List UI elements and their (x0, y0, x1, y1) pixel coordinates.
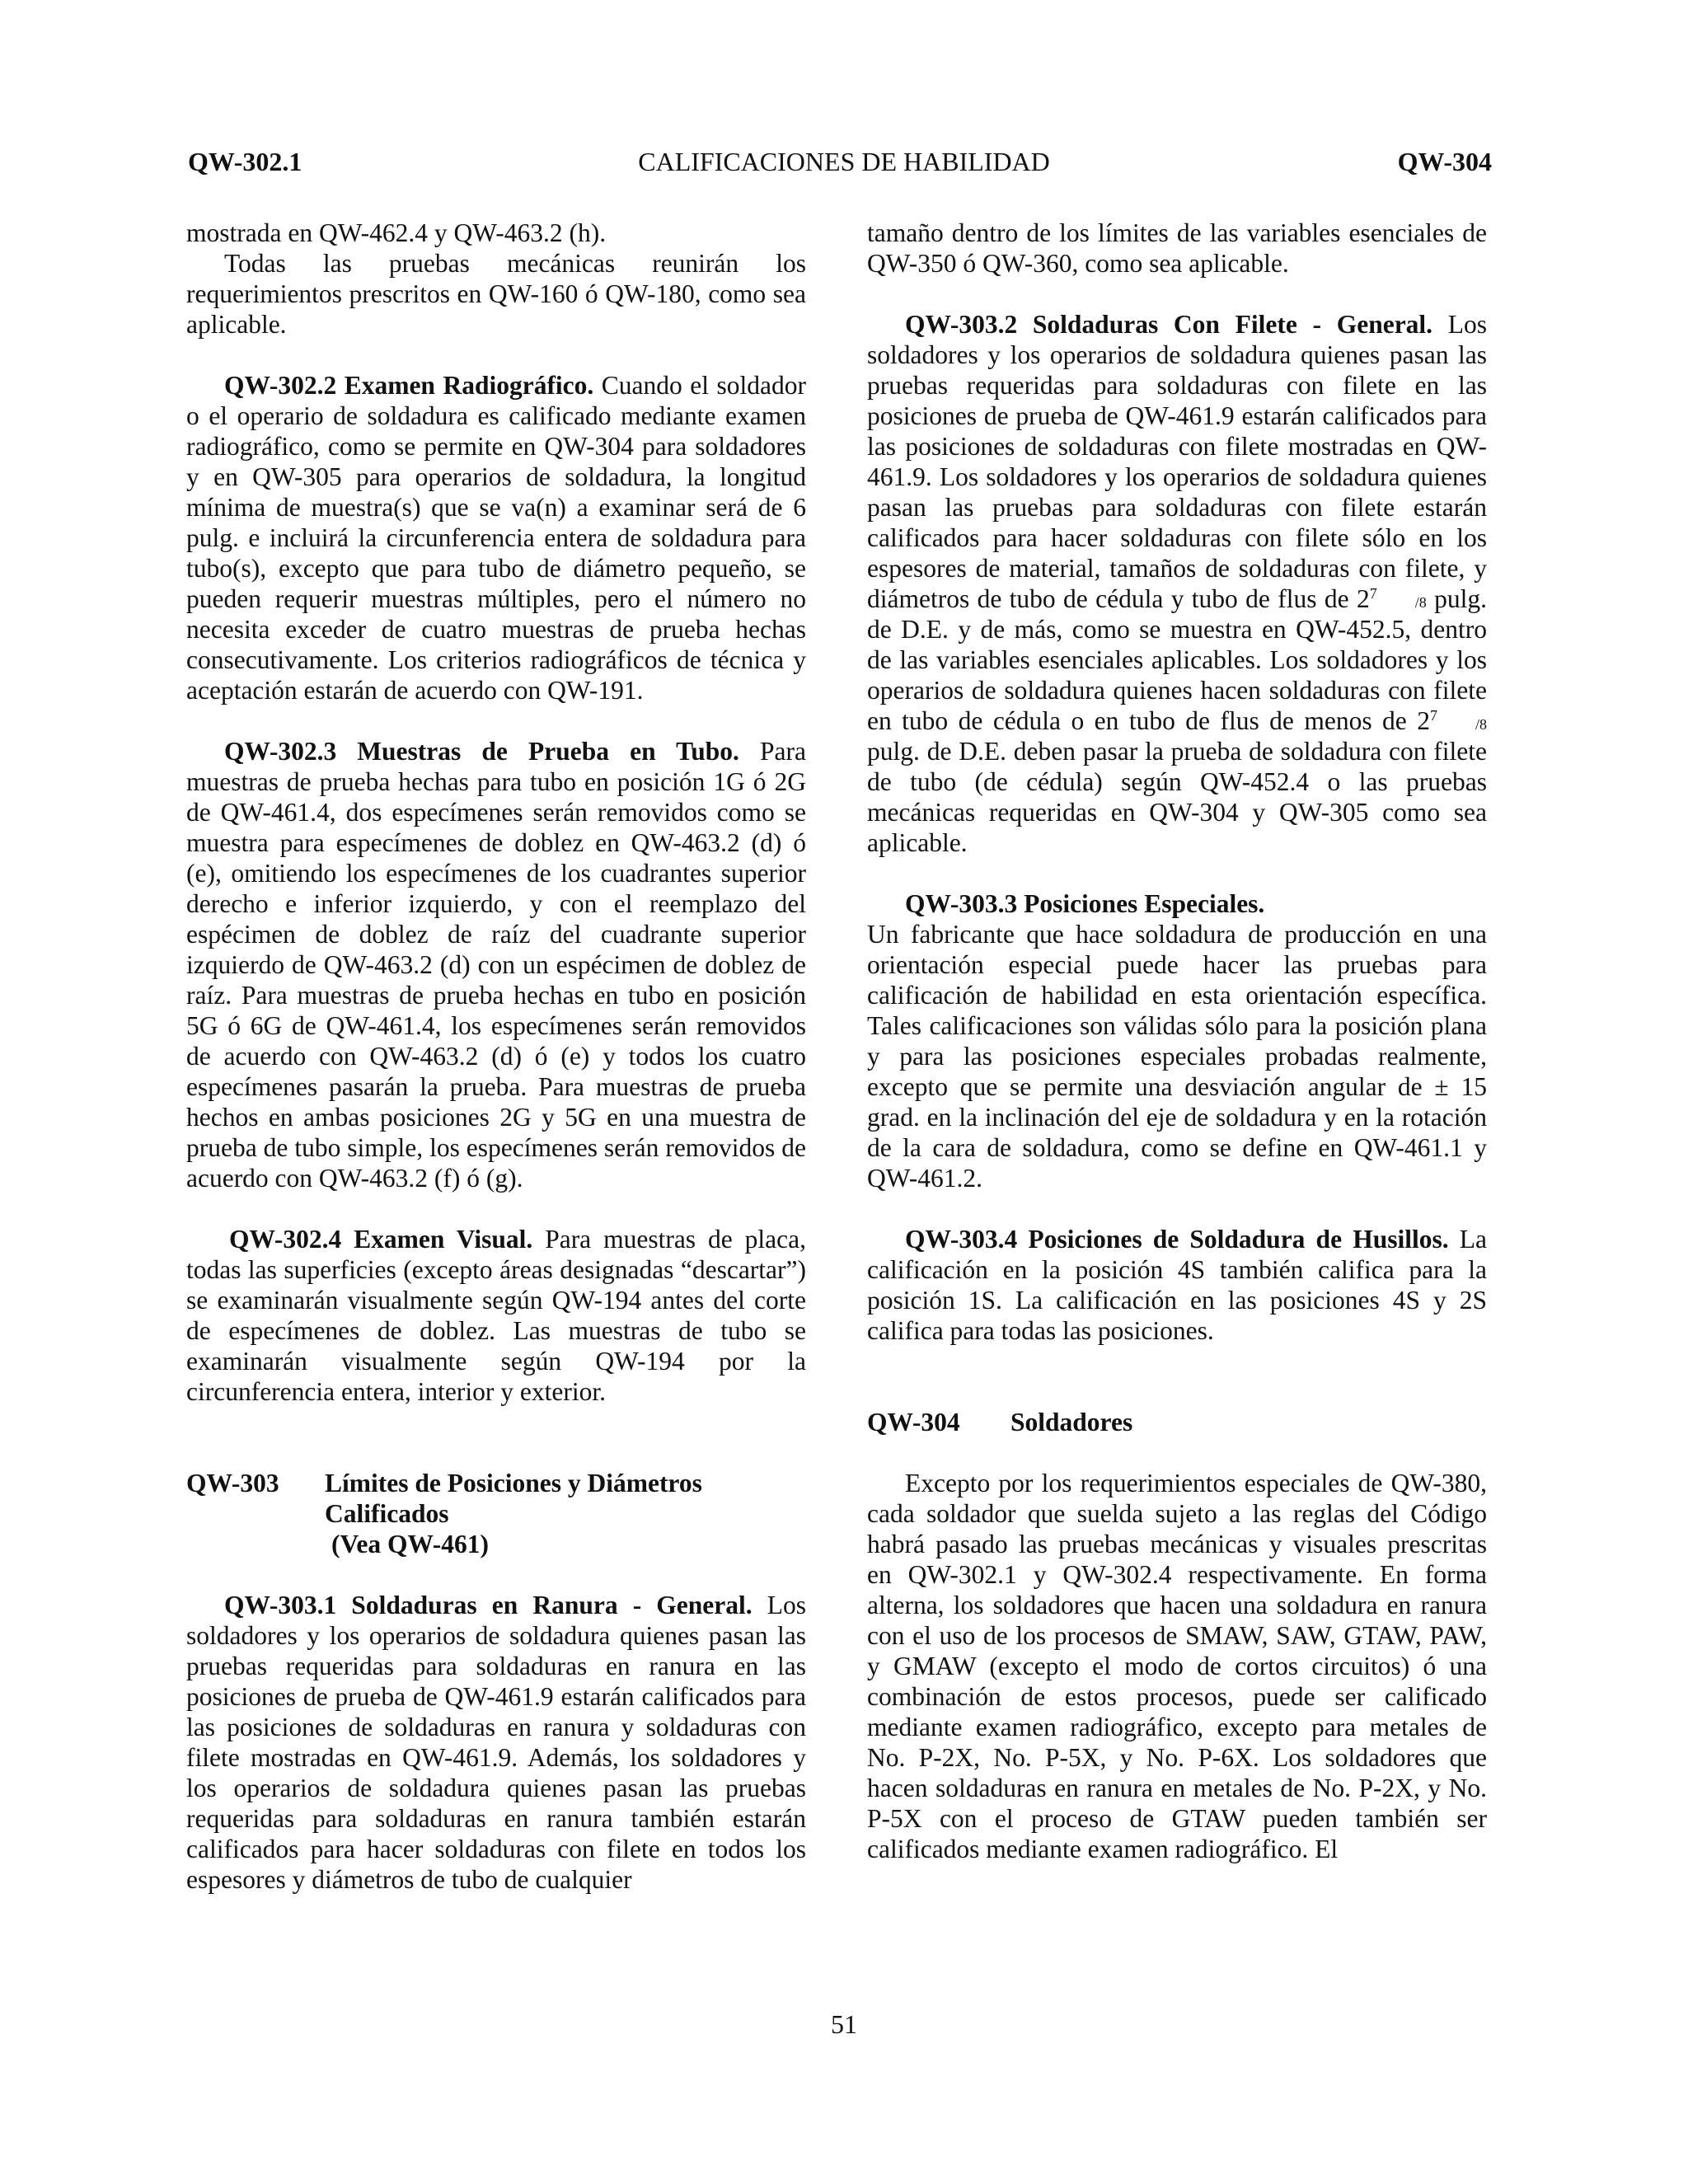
section-text: Los soldadores y los operarios de soldadura quienes pasan las pruebas requeridas para soldaduras con filete en las posiciones de prueba de QW-461.9 estarán calificados para las posiciones de soldaduras con filete mostradas en QW-461.9. Los soldadores y los operarios de soldadura quienes pasan las pruebas para soldaduras con filete estarán calificados para hacer soldaduras con filete sólo en los espesores de material, tamaños de soldaduras con filete, y diámetros de tubo de cédula y tubo de flus de 2 (867, 310, 1488, 613)
section-qw-303-4 (867, 1224, 1487, 1346)
section-heading-qw-304 (867, 1407, 1487, 1437)
header-section-left: QW-302.1 (188, 147, 302, 176)
paragraph: Todas las pruebas mecánicas reunirán los requerimientos prescritos en QW-160 ó QW-180, como sea aplicable. (186, 249, 806, 339)
section-heading-title: Soldadores (1010, 1408, 1133, 1436)
section-text: Cuando el soldador o el operario de soldadura es calificado mediante examen radiográfico, como se permite en QW-304 para soldadores y en QW-305 para operarios de soldadura, la longitud mínima de muestra(s) que se va(n) a examinar será de 6 pulg. e incluirá la circunferencia entera de soldadura para tubo(s), excepto que para tubo de diámetro pequeño, se pueden requerir muestras múltiples, pero el número no necesita exceder de cuatro muestras de prueba hechas consecutivamente. Los criterios radiográficos de técnica y aceptación estarán de acuerdo con QW-191. (186, 371, 806, 705)
section-heading-qw-303 (186, 1468, 806, 1559)
fraction-numerator: 7 (1429, 707, 1437, 724)
section-text: Para muestras de placa, todas las superficies (excepto áreas designadas “descartar”) se examinarán visualmente según QW-194 antes del corte de especímenes de doblez. Las muestras de tubo se examinarán visualmente según QW-194 por la circunferencia entera, interior y exterior. (186, 1225, 806, 1406)
section-qw-304-text: Excepto por los requerimientos especiales de QW-380, cada soldador que suelda sujeto a las reglas del Código habrá pasado las pruebas mecánicas y visuales prescritas en QW-302.1 y QW-302.4 respectivamente. En forma alterna, los soldadores que hacen una soldadura en ranura con el uso de los procesos de SMAW, SAW, GTAW, PAW, y GMAW (excepto el modo de cortos circuitos) ó una combinación de estos procesos, puede ser calificado mediante examen radiográfico, excepto para metales de No. P-2X, No. P-5X, y No. P-6X. Los soldadores que hacen soldaduras en ranura en metales de No. P-2X, y No. P-5X con el proceso de GTAW pueden también ser calificados mediante examen radiográfico. El (867, 1469, 1487, 1863)
heading-line: (Vea QW-461) (331, 1530, 490, 1558)
header-section-right: QW-304 (1397, 147, 1492, 176)
section-title: QW-303.4 Posiciones de Soldadura de Husillos. (905, 1225, 1449, 1254)
section-qw-302-3 (186, 736, 806, 1193)
section-qw-302-4 (186, 1224, 806, 1407)
section-text: Los soldadores y los operarios de soldadura quienes pasan las pruebas requeridas para soldaduras en ranura en las posiciones de prueba de QW-461.9 estarán calificados para las posiciones de soldaduras en ranura y soldaduras con filete mostradas en QW-461.9. Además, los soldadores y los operarios de soldadura quienes pasan las pruebas requeridas para soldaduras en ranura también estarán calificados para hacer soldaduras con filete en todos los espesores y diámetros de tubo de cualquier (186, 1591, 806, 1894)
right-column (867, 218, 1487, 1864)
paragraph: mostrada en QW-462.4 y QW-463.2 (h). (186, 218, 607, 247)
section-title: QW-303.1 Soldaduras en Ranura - General. (224, 1591, 753, 1619)
running-title: CALIFICACIONES DE HABILIDAD (638, 147, 1050, 176)
section-title: QW-302.2 Examen Radiográfico. (224, 371, 594, 400)
paragraph: tamaño dentro de los límites de las variables esenciales de QW-350 ó QW-360, como sea aplicable. (867, 218, 1487, 278)
section-text: pulg. de D.E. deben pasar la prueba de soldadura con filete de tubo (de cédula) según QW-452.4 o las pruebas mecánicas requeridas en QW-304 y QW-305 como sea aplicable. (867, 737, 1487, 857)
section-qw-303-2: QW-303.2 Soldaduras Con Filete - General. Los soldadores y los operarios de soldadura quienes pasan las pruebas requeridas para soldaduras con filete en las posiciones de prueba de QW-461.9 estarán calificados para las posiciones de soldaduras con filete mostradas en QW-461.9. Los soldadores y los operarios de soldadura quienes pasan las pruebas para soldaduras con filete estarán calificados para hacer soldaduras con filete sólo en los espesores de material, tamaños de soldaduras con filete, y diámetros de tubo de cédula y tubo de flus de $2^7/8$ pulg. de D.E. y de más, como se muestra en QW-452.5, dentro de las variables esenciales aplicables. Los soldadores y los operarios de soldadura quienes hacen soldaduras con filete en tubo de cédula o en tubo de flus de menos de $2^7/8$ pulg. de D.E. deben pasar la prueba de soldadura con filete de tubo (de cédula) según QW-452.4 o las pruebas mecánicas requeridas en QW-304 y QW-305 como sea aplicable. (867, 310, 1488, 857)
section-title: QW-302.3 Muestras de Prueba en Tubo. (224, 737, 739, 766)
section-qw-303-3-title (867, 888, 1487, 919)
heading-line: Límites de Posiciones y Diámetros (325, 1469, 702, 1497)
section-qw-302-2 (186, 370, 806, 705)
section-title: QW-303.2 Soldaduras Con Filete - General. (905, 310, 1433, 339)
page-number: 51 (831, 2009, 857, 2039)
section-qw-303-1 (186, 1590, 806, 1895)
section-text: pulg. de D.E. y de más, como se muestra en QW-452.5, dentro de las variables esenciales aplicables. Los soldadores y los operarios de soldadura quienes hacen soldaduras con filete en tubo de cédula o en tubo de flus de menos de 2 (867, 584, 1487, 735)
section-text: La calificación en la posición 4S también califica para la posición 1S. La calificación en las posiciones 4S y 2S califica para todas las posiciones. (867, 1225, 1487, 1345)
section-qw-303-3-text: Un fabricante que hace soldadura de producción en una orientación especial puede hacer las pruebas para calificación de habilidad en esta orientación específica. Tales calificaciones son válidas sólo para la posición plana y para las posiciones especiales probadas realmente, excepto que se permite una desviación angular de ± 15 grad. en la inclinación del eje de soldadura y en la rotación de la cara de soldadura, como se define en QW-461.1 y QW-461.2. (867, 920, 1487, 1193)
left-column (186, 218, 806, 1895)
section-number: QW-304 (867, 1408, 960, 1436)
section-title: QW-302.4 Examen Visual. (229, 1225, 533, 1254)
heading-line: Calificados (325, 1499, 449, 1528)
section-number: QW-303 (186, 1469, 279, 1497)
fraction-numerator: 7 (1369, 585, 1377, 602)
section-text: Para muestras de prueba hechas para tubo en posición 1G ó 2G de QW-461.4, dos especímenes serán removidos como se muestra para especímenes de doblez en QW-463.2 (d) ó (e), omitiendo los especímenes de los cuadrantes superior derecho e inferior izquierdo, y con el reemplazo del espécimen de doblez de raíz del cuadrante superior izquierdo de QW-463.2 (d) con un espécimen de doblez de raíz. Para muestras de prueba hechas en tubo en posición 5G ó 6G de QW-461.4, los especímenes serán removidos de acuerdo con QW-463.2 (d) ó (e) y todos los cuatro especímenes pasarán la prueba. Para muestras de prueba hechos en ambas posiciones 2G y 5G en una muestra de prueba de tubo simple, los especímenes serán removidos de acuerdo con QW-463.2 (f) ó (g). (186, 737, 806, 1193)
section-heading-title (325, 1468, 806, 1559)
section-title: QW-303.3 Posiciones Especiales. (905, 889, 1265, 918)
